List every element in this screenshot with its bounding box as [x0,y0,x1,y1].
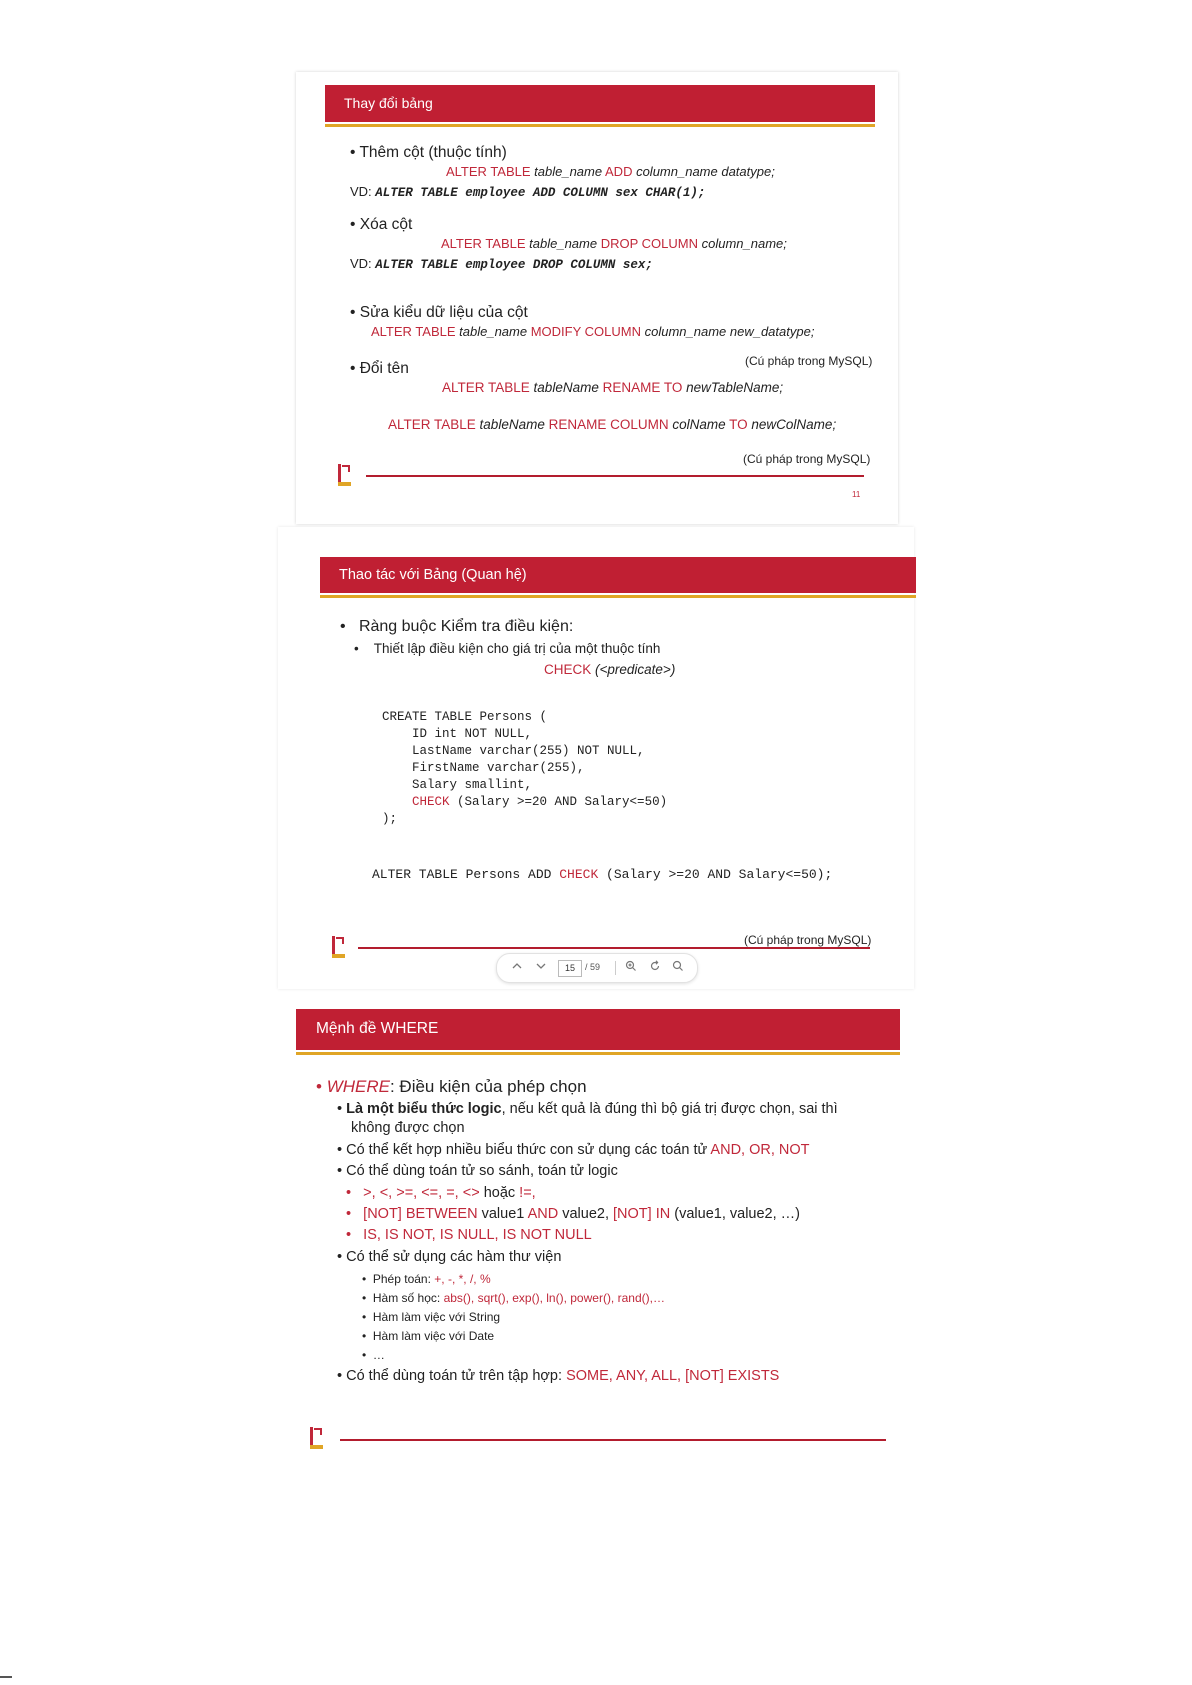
page-total: / 59 [585,962,601,972]
syntax-rename-table: ALTER TABLE tableName RENAME TO newTableName; [442,380,784,395]
footer-line [358,947,870,949]
function-date: • Hàm làm việc với Date [362,1329,495,1343]
footer-line [340,1439,886,1441]
bullet-check: • Ràng buộc Kiểm tra điều kiện: [340,618,574,635]
rotate-icon[interactable] [649,960,661,975]
operator-is-null: • IS, IS NOT, IS NULL, IS NOT NULL [346,1227,592,1243]
pdf-viewer-toolbar [496,953,698,983]
code-line: CREATE TABLE Persons ( [382,710,548,724]
bullet-drop-column: • Xóa cột [350,216,413,233]
function-string: • Hàm làm việc với String [362,1310,501,1324]
header-underline [325,124,875,127]
function-arithmetic: • Phép toán: +, -, *, /, % [362,1272,491,1286]
function-more: • … [362,1348,385,1362]
university-logo [332,936,345,958]
toolbar-divider [615,961,616,975]
chevron-up-icon[interactable] [511,960,523,975]
slide-page-15 [278,527,914,989]
bullet-text: Ràng buộc Kiểm tra điều kiện: [358,618,574,635]
where-point-1-cont: không được chọn [351,1120,465,1136]
bullet-text: Thêm cột (thuộc tính) [359,144,507,161]
where-point-1: • Là một biểu thức logic, nếu kết quả là đúng thì bộ giá trị được chọn, sai thì [337,1101,838,1117]
syntax-rename-column: ALTER TABLE tableName RENAME COLUMN colName TO newColName; [388,417,837,432]
slide3-header-underline [296,1052,900,1055]
slide-page-11 [296,72,898,524]
slide-title: Thay đổi bảng [344,95,433,111]
slide-header [325,85,875,122]
code-line: ); [382,812,398,826]
bullet-add-column: • Thêm cột (thuộc tính) [350,144,507,161]
zoom-in-icon[interactable] [625,960,637,975]
code-line: LastName varchar(255) NOT NULL, [382,744,645,758]
where-point-5: • Có thể dùng toán tử trên tập hợp: SOME, ANY, ALL, [NOT] EXISTS [337,1368,780,1384]
sub-bullet-text: Thiết lập điều kiện cho giá trị của một thuộc tính [373,641,661,656]
where-point-2: • Có thể kết hợp nhiều biểu thức con sử dụng các toán tử AND, OR, NOT [337,1142,810,1158]
syntax-drop-column: ALTER TABLE table_name DROP COLUMN column_name; [441,236,787,251]
chevron-down-icon[interactable] [535,960,547,975]
alter-check-code: ALTER TABLE Persons ADD CHECK (Salary >=20 AND Salary<=50); [372,867,833,882]
where-point-3: • Có thể dùng toán tử so sánh, toán tử logic [337,1163,618,1179]
slide3-title: Mệnh đề WHERE [316,1020,439,1037]
code-line: FirstName varchar(255), [382,761,585,775]
slide-header [320,557,916,593]
check-syntax: CHECK (<predicate>) [544,662,676,677]
syntax-add-column: ALTER TABLE table_name ADD column_name datatype; [446,164,775,179]
bullet-text: Xóa cột [359,216,413,233]
slide-title: Thao tác với Bảng (Quan hệ) [339,567,527,583]
syntax-modify-column: ALTER TABLE table_name MODIFY COLUMN column_name new_datatype; [371,324,815,339]
footer-line [366,475,864,477]
university-logo [338,464,351,486]
create-table-code [382,709,667,828]
mysql-note: (Cú pháp trong MySQL) [745,354,873,368]
bullet-text: Sửa kiểu dữ liệu của cột [359,304,528,321]
sub-bullet-check: • Thiết lập điều kiện cho giá trị của một thuộc tính [354,641,661,656]
page-number-input[interactable]: 15 [558,960,582,977]
bullet-modify-column: • Sửa kiểu dữ liệu của cột [350,304,528,321]
function-math: • Hàm số học: abs(), sqrt(), exp(), ln(), power(), rand(),… [362,1291,665,1305]
page-number: 11 [852,490,861,499]
mysql-note-2: (Cú pháp trong MySQL) [743,452,871,466]
where-heading: • WHERE: Điều kiện của phép chọn [316,1077,587,1096]
code-line: ID int NOT NULL, [382,727,533,741]
code-line: Salary smallint, [382,778,533,792]
where-point-4: • Có thể sử dụng các hàm thư viện [337,1249,562,1265]
mysql-note: (Cú pháp trong MySQL) [744,933,872,947]
search-icon[interactable] [672,960,684,975]
header-underline [320,595,916,598]
slide3-header [296,1009,900,1050]
bullet-rename: • Đổi tên [350,360,409,377]
example-add-column: VD: ALTER TABLE employee ADD COLUMN sex CHAR(1); [350,184,706,200]
operator-between-in: • [NOT] BETWEEN value1 AND value2, [NOT] IN (value1, value2, …) [346,1206,800,1222]
corner-mark [0,1676,12,1678]
bullet-text: Đổi tên [359,360,409,377]
example-drop-column: VD: ALTER TABLE employee DROP COLUMN sex; [350,256,653,272]
university-logo [310,1427,323,1449]
operator-comparison: • >, <, >=, <=, =, <> hoặc !=, [346,1185,536,1201]
code-line-check: CHECK (Salary >=20 AND Salary<=50) [412,795,668,809]
